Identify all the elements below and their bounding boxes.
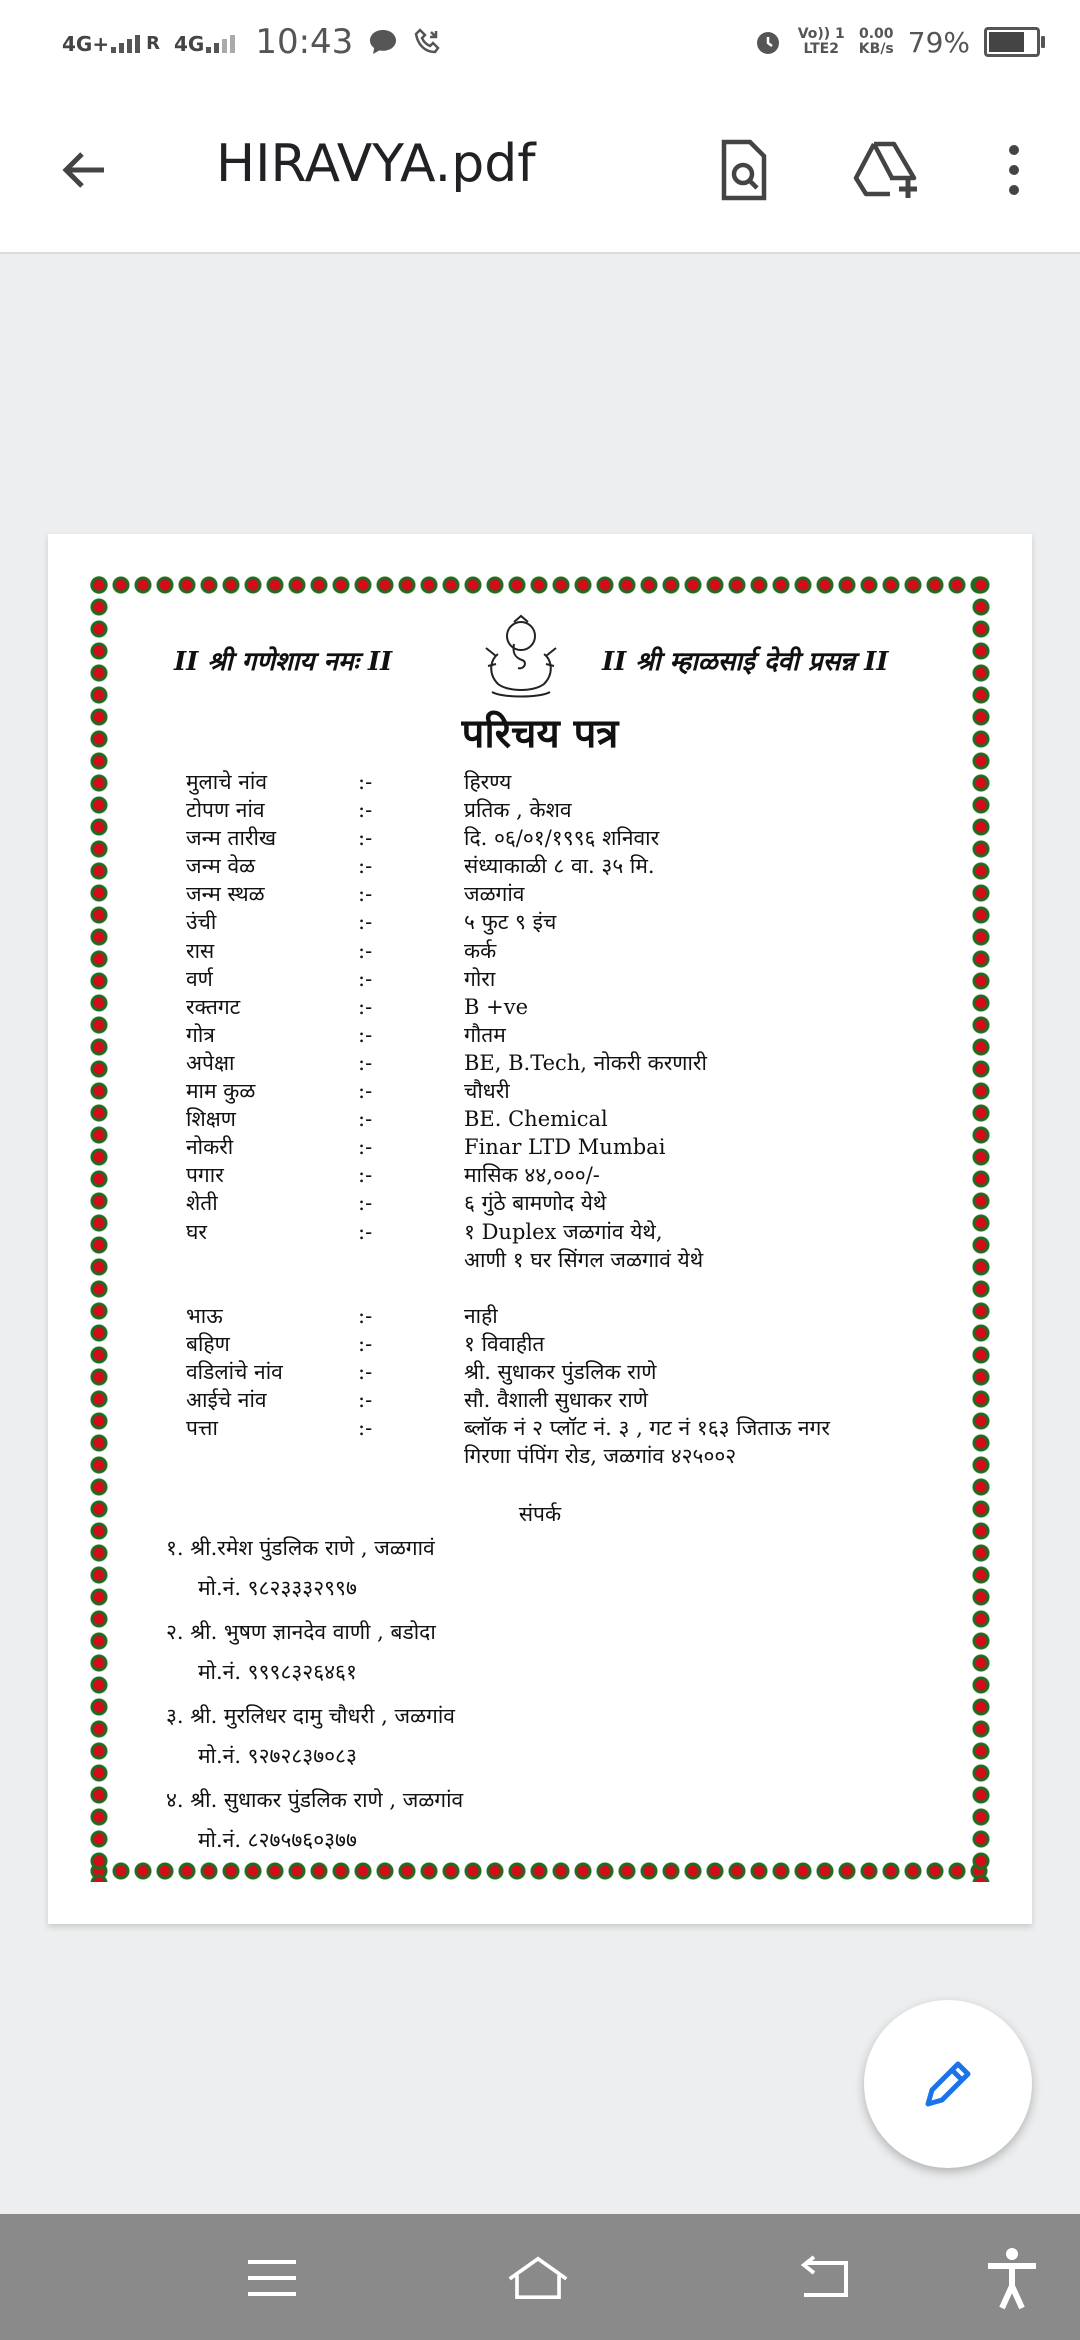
biodata-row <box>186 1386 986 1414</box>
field-value: Finar LTD Mumbai <box>464 1135 666 1160</box>
biodata-table <box>186 768 986 1470</box>
network-indicator-2: 4G <box>174 31 235 53</box>
call-icon <box>413 27 443 57</box>
ganesh-icon <box>478 614 564 704</box>
contact-heading: संपर्क <box>518 1502 562 1526</box>
biodata-row <box>186 1246 986 1274</box>
volte-indicator: Vo)) 1 LTE2 <box>797 26 845 57</box>
biodata-row <box>186 1077 986 1105</box>
field-separator: :- <box>358 882 373 907</box>
biodata-row <box>186 880 986 908</box>
field-separator: :- <box>358 938 373 963</box>
biodata-row <box>186 1358 986 1386</box>
field-value: गिरणा पंपिंग रोड, जळगांव ४२५००२ <box>464 1444 737 1469</box>
battery-icon <box>984 27 1040 57</box>
status-bar <box>0 0 1080 84</box>
field-value: B +ve <box>464 994 528 1019</box>
field-separator: :- <box>358 1022 373 1047</box>
field-label: शेती <box>186 1191 218 1216</box>
biodata-row <box>186 796 986 824</box>
field-value: ब्लॉक नं २ प्लॉट नं. ३ , गट नं १६३ जिताऊ नगर <box>464 1416 830 1441</box>
field-separator: :- <box>358 770 373 794</box>
field-value: आणी १ घर सिंगल जळगावं येथे <box>464 1247 704 1272</box>
biodata-row <box>186 768 986 796</box>
field-value: गौतम <box>464 1022 506 1047</box>
field-separator: :- <box>358 1079 373 1104</box>
biodata-row <box>186 908 986 936</box>
page-title: परिचय पत्र <box>461 710 619 757</box>
edit-pencil-icon <box>918 2054 978 2114</box>
field-label: गोत्र <box>186 1022 215 1047</box>
contact-phone: मो.नं. ९८२३३३२९९७ <box>198 1576 357 1600</box>
accessibility-icon[interactable] <box>980 2248 1044 2308</box>
biodata-row <box>186 1442 986 1470</box>
field-separator: :- <box>358 1331 373 1356</box>
field-label: जन्म तारीख <box>186 826 277 851</box>
field-separator: :- <box>358 1163 373 1188</box>
system-nav-bar <box>0 2214 1080 2340</box>
home-icon[interactable] <box>506 2248 570 2308</box>
field-label: जन्म स्थळ <box>186 882 265 907</box>
field-separator: :- <box>358 994 373 1019</box>
field-separator: :- <box>358 1388 373 1413</box>
field-value: सौ. वैशाली सुधाकर राणे <box>464 1388 648 1413</box>
field-separator: :- <box>358 966 373 991</box>
biodata-row <box>186 1021 986 1049</box>
field-label: माम कुळ <box>186 1079 256 1104</box>
field-label: मुलाचे नांव <box>186 770 268 794</box>
field-separator: :- <box>358 1050 373 1075</box>
biodata-row <box>186 1274 986 1302</box>
field-value: BE, B.Tech, नोकरी करणारी <box>464 1050 707 1075</box>
field-label: वर्ण <box>186 966 213 991</box>
data-speed: 0.00 KB/s <box>858 26 894 57</box>
field-label: टोपण नांव <box>186 798 265 823</box>
app-toolbar <box>0 84 1080 254</box>
field-separator: :- <box>358 826 373 851</box>
field-value: कर्क <box>464 938 497 963</box>
biodata-row <box>186 1161 986 1189</box>
field-value: चौधरी <box>464 1079 510 1104</box>
field-label: पत्ता <box>186 1416 218 1441</box>
field-value: ६ गुंठे बामणोद येथे <box>464 1191 607 1216</box>
field-separator: :- <box>358 854 373 879</box>
signal-strength-icon <box>111 31 140 53</box>
field-value: प्रतिक , केशव <box>464 798 572 823</box>
contact-phone: मो.नं. ९२७२८३७०८३ <box>198 1744 357 1768</box>
back-icon[interactable] <box>790 2248 854 2308</box>
network-indicator-1: 4G+ R <box>62 32 160 56</box>
field-value: जळगांव <box>464 882 525 907</box>
field-separator: :- <box>358 1359 373 1384</box>
contact-name: १. श्री.रमेश पुंडलिक राणे , जळगावं <box>166 1536 435 1560</box>
field-label: रास <box>186 938 215 963</box>
field-separator: :- <box>358 1107 373 1132</box>
header-left: II श्री गणेशाय नमः II <box>174 647 393 677</box>
field-separator: :- <box>358 1135 373 1160</box>
biodata-row <box>186 937 986 965</box>
header-right: II श्री म्हाळसाई देवी प्रसन्न II <box>602 647 889 677</box>
contact-name: २. श्री. भुषण ज्ञानदेव वाणी , बडोदा <box>166 1620 436 1644</box>
field-label: अपेक्षा <box>186 1050 235 1075</box>
field-separator: :- <box>358 1416 373 1441</box>
biodata-row <box>186 1105 986 1133</box>
field-value: १ Duplex जळगांव येथे, <box>464 1219 663 1244</box>
field-label: घर <box>186 1219 207 1244</box>
field-value: हिरण्य <box>464 770 512 794</box>
field-separator: :- <box>358 1303 373 1328</box>
contact-name: ४. श्री. सुधाकर पुंडलिक राणे , जळगांव <box>166 1788 464 1812</box>
more-vert-icon[interactable] <box>978 134 1050 206</box>
biodata-row <box>186 1302 986 1330</box>
document-title: HIRAVYA.pdf <box>216 134 536 194</box>
biodata-row <box>186 1189 986 1217</box>
contact-phone: मो.नं. ८२७५७६०३७७ <box>198 1828 357 1852</box>
field-label: पगार <box>186 1163 224 1188</box>
biodata-row <box>186 965 986 993</box>
biodata-row <box>186 993 986 1021</box>
biodata-row <box>186 1218 986 1246</box>
biodata-row <box>186 1330 986 1358</box>
clock: 10:43 <box>255 22 354 62</box>
biodata-row <box>186 824 986 852</box>
field-value: मासिक ४४,०००/- <box>464 1163 600 1188</box>
signal-strength-icon-2 <box>206 31 235 53</box>
field-label: आईचे नांव <box>186 1388 267 1413</box>
roaming-label: R <box>146 33 160 54</box>
field-value: BE. Chemical <box>464 1107 608 1132</box>
battery-percent: 79% <box>907 25 970 59</box>
field-label: वडिलांचे नांव <box>186 1359 283 1384</box>
field-label: नोकरी <box>186 1135 234 1160</box>
field-label: उंची <box>186 910 217 935</box>
edit-button[interactable] <box>864 2000 1032 2168</box>
contact-phone: मो.नं. ९९९८३२६४६१ <box>198 1660 357 1684</box>
add-to-drive-icon[interactable] <box>852 134 924 206</box>
biodata-row <box>186 852 986 880</box>
search-document-icon[interactable] <box>708 134 780 206</box>
field-value: दि. ०६/०१/१९९६ शनिवार <box>464 826 660 851</box>
field-label: भाऊ <box>186 1303 223 1328</box>
biodata-row <box>186 1414 986 1442</box>
field-value: गोरा <box>464 966 496 991</box>
back-arrow-icon[interactable] <box>48 134 120 206</box>
field-separator: :- <box>358 798 373 823</box>
field-label: शिक्षण <box>186 1107 236 1132</box>
field-label: बहिण <box>186 1331 230 1356</box>
field-separator: :- <box>358 910 373 935</box>
biodata-row <box>186 1133 986 1161</box>
alarm-icon <box>752 26 784 58</box>
message-icon <box>367 27 399 57</box>
field-value: १ विवाहीत <box>464 1331 545 1356</box>
menu-icon[interactable] <box>240 2248 304 2308</box>
field-label: जन्म वेळ <box>186 854 256 879</box>
field-value: संध्याकाळी ८ वा. ३५ मि. <box>464 854 655 879</box>
field-separator: :- <box>358 1219 373 1244</box>
field-value: ५ फुट ९ इंच <box>464 910 557 935</box>
field-value: श्री. सुधाकर पुंडलिक राणे <box>464 1359 657 1384</box>
field-label: रक्तगट <box>186 994 241 1019</box>
field-value: नाही <box>464 1303 498 1328</box>
field-separator: :- <box>358 1191 373 1216</box>
biodata-row <box>186 1049 986 1077</box>
contact-name: ३. श्री. मुरलिधर दामु चौधरी , जळगांव <box>166 1704 455 1728</box>
